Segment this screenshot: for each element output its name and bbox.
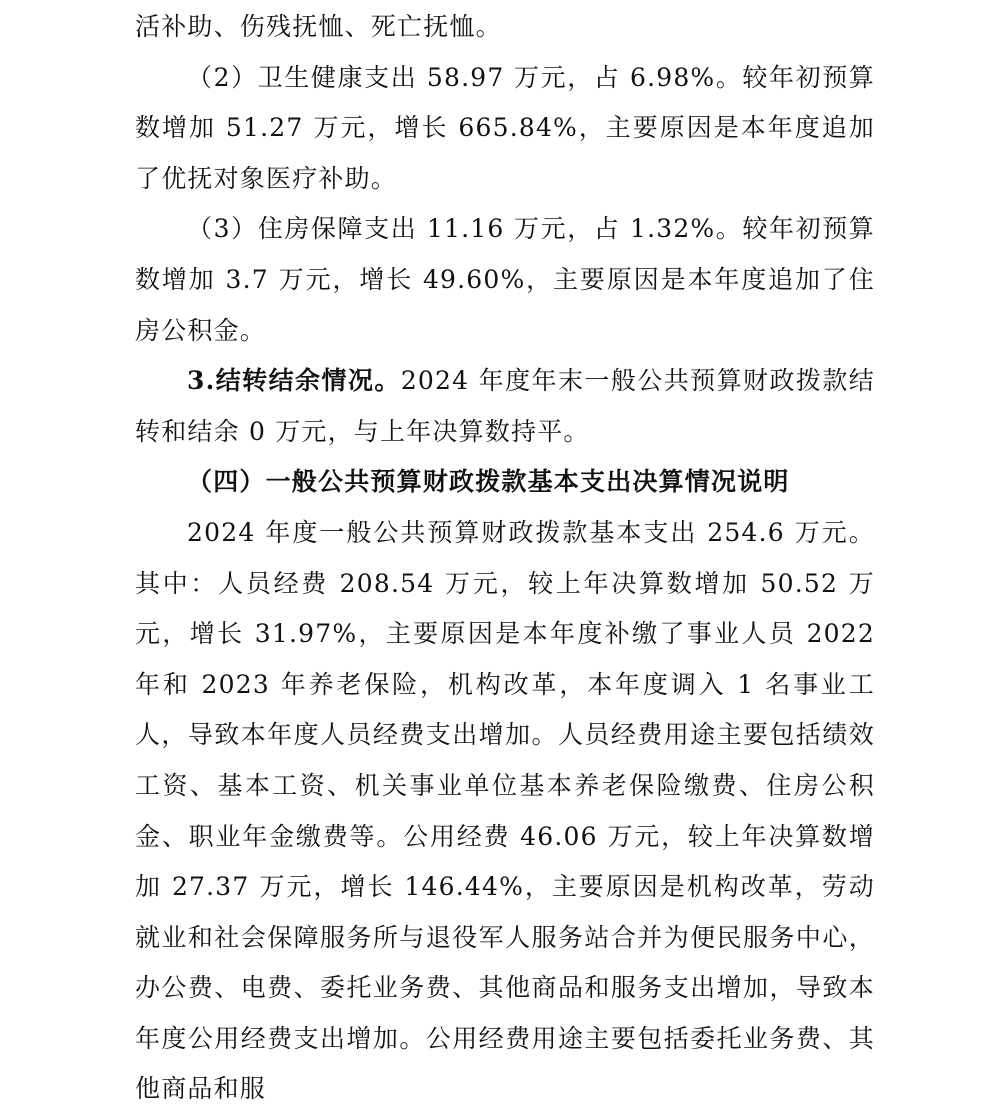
paragraph-pension-continuation: 活补助、伤残抚恤、死亡抚恤。 [135, 12, 502, 41]
section-heading-basic-expenditure: （四）一般公共预算财政拨款基本支出决算情况说明 [187, 467, 790, 497]
paragraph-carryover-balance [135, 356, 875, 457]
document-page [135, 0, 875, 1115]
paragraph-health-expenditure: （2）卫生健康支出 58.97 万元，占 6.98%。较年初预算数增加 51.27 万元，增长 665.84%，主要原因是本年度追加了优抚对象医疗补助。 [135, 62, 875, 193]
carryover-heading: 3.结转结余情况。 [187, 366, 401, 396]
paragraph-basic-expenditure: 2024 年度一般公共预算财政拨款基本支出 254.6 万元。其中：人员经费 208.54 万元，较上年决算数增加 50.52 万元，增长 31.97%，主要原因是本年度补缴了事业人员 2022 年和 2023 年养老保险，机构改革，本年度调入 1 名事业工人，导致本年度人员经费支出增加。人员经费用途主要包括绩效工资、基本工资、机关事业单位基本养老保险缴费、住房公积金、职业年金缴费等。公用经费 46.06 万元，较上年决算数增加 27.37 万元，增长 146.44%，主要原因是机构改革，劳动就业和社会保障服务所与退役军人服务站合并为便民服务中心，办公费、电费、委托业务费、其他商品和服务支出增加，导致本年度公用经费支出增加。公用经费用途主要包括委托业务费、其他商品和服 [135, 517, 875, 1104]
carryover-body: 2024 年度年末一般公共预算财政拨款结转和结余 0 万元，与上年决算数持平。 [135, 366, 875, 446]
paragraph-housing-expenditure: （3）住房保障支出 11.16 万元，占 1.32%。较年初预算数增加 3.7 万元，增长 49.60%，主要原因是本年度追加了住房公积金。 [135, 214, 875, 345]
